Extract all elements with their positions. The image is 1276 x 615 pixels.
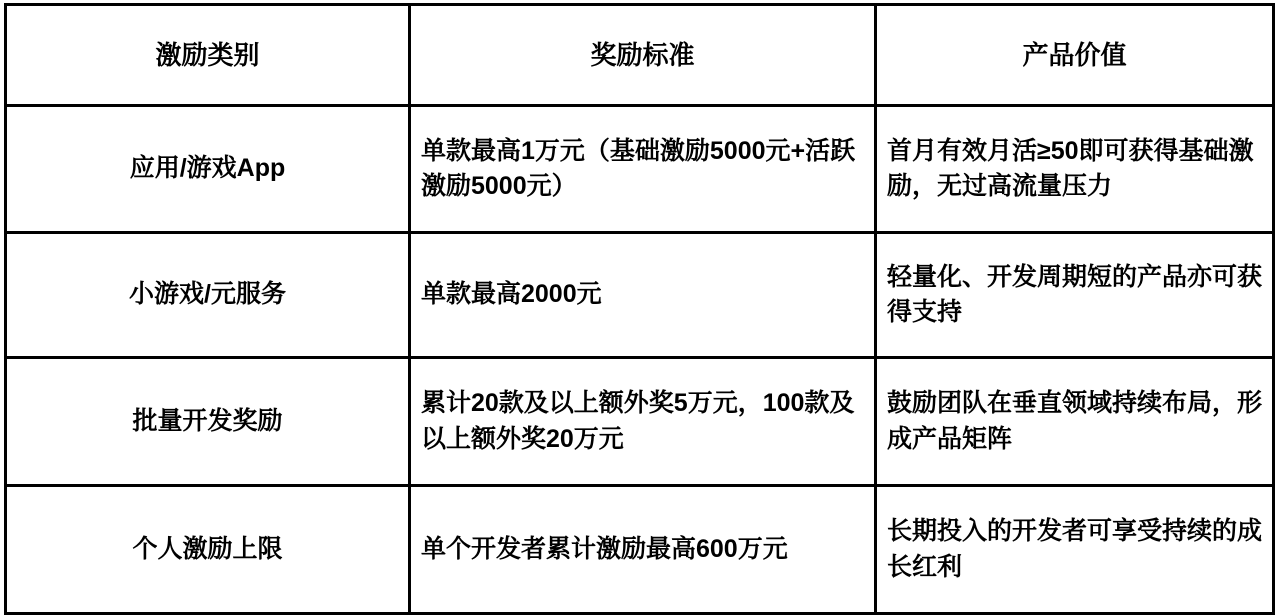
cell-category: 个人激励上限	[6, 486, 410, 614]
document-page	[0, 3, 1276, 581]
table-header	[6, 5, 1274, 106]
incentive-table	[4, 3, 1275, 615]
column-header-category: 激励类别	[6, 5, 410, 106]
table-body	[6, 106, 1274, 614]
cell-category: 批量开发奖励	[6, 358, 410, 486]
cell-standard: 单个开发者累计激励最高600万元	[410, 486, 876, 614]
table-row	[6, 358, 1274, 486]
cell-standard: 单款最高2000元	[410, 233, 876, 358]
cell-standard: 累计20款及以上额外奖5万元，100款及以上额外奖20万元	[410, 358, 876, 486]
cell-value: 首月有效月活≥50即可获得基础激励，无过高流量压力	[876, 106, 1274, 233]
cell-value: 轻量化、开发周期短的产品亦可获得支持	[876, 233, 1274, 358]
table-row	[6, 233, 1274, 358]
table-row	[6, 106, 1274, 233]
cell-category: 小游戏/元服务	[6, 233, 410, 358]
cell-value: 长期投入的开发者可享受持续的成长红利	[876, 486, 1274, 614]
cell-standard: 单款最高1万元（基础激励5000元+活跃激励5000元）	[410, 106, 876, 233]
column-header-value: 产品价值	[876, 5, 1274, 106]
table-row	[6, 486, 1274, 614]
cell-category: 应用/游戏App	[6, 106, 410, 233]
column-header-standard: 奖励标准	[410, 5, 876, 106]
cell-value: 鼓励团队在垂直领域持续布局，形成产品矩阵	[876, 358, 1274, 486]
table-header-row	[6, 5, 1274, 106]
